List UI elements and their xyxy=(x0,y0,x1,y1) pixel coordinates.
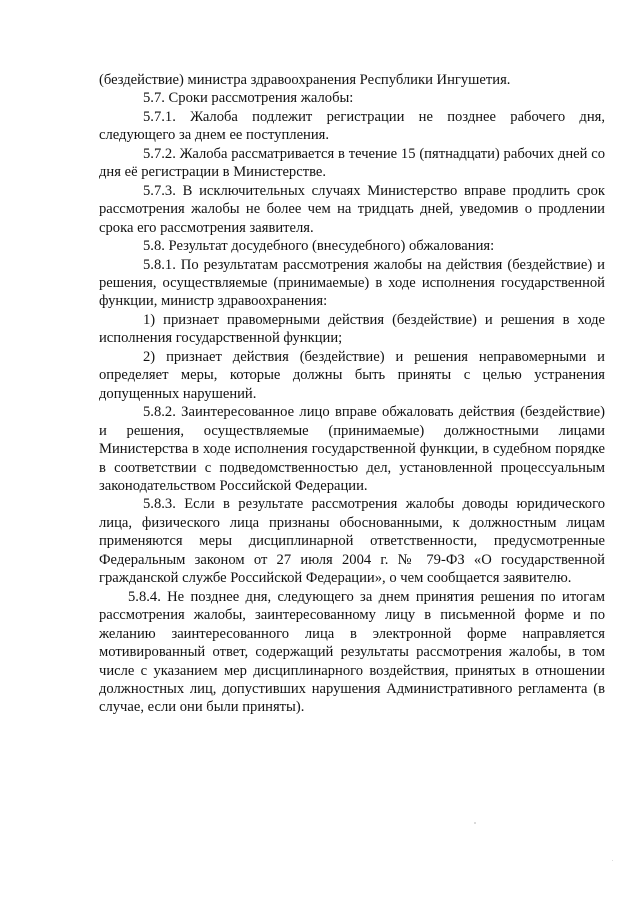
paragraph-5-7: 5.7. Сроки рассмотрения жалобы: xyxy=(143,90,354,107)
paragraph-continuation: (бездействие) министра здравоохранения Республики Ингушетия. xyxy=(99,72,511,88)
paragraph-5-8-3: 5.8.3. Если в результате рассмотрения жалобы доводы юридического лица, физического лица признаны обоснованными, к должностным лицам применяются меры дисциплинарной ответственности, предусмотренные Федеральным законом от 27 июля 2004 г. № 79-ФЗ «О государственной гражданской службе Российской Федерации», о чем сообщается заявителю. xyxy=(99,496,605,587)
paragraph-5-8-4: 5.8.4. Не позднее дня, следующего за днем принятия решения по итогам рассмотрения жалобы, заинтересованному лицу в письменной форме и по желанию заинтересованного лица в электронной форме направляется мотивированный ответ, содержащий результаты рассмотрения жалобы, в том числе с указанием мер дисциплинарного воздействия, принятых в отношении должностных лиц, допустивших нарушения Административного регламента (в случае, если они были приняты). xyxy=(99,588,605,716)
paragraph-5-7-3: 5.7.3. В исключительных случаях Министерство вправе продлить срок рассмотрения жалобы не более чем на тридцать дней, уведомив о продлении срока его рассмотрения заявителя. xyxy=(99,182,605,236)
paragraph-5-8-2: 5.8.2. Заинтересованное лицо вправе обжаловать действия (бездействие) и решения, осуществляемые (принимаемые) должностными лицами Министерства в ходе исполнения государственной функции, в судебном порядке в соответствии с подведомственностью дел, установленной процессуальным законодательством Российской Федерации. xyxy=(99,404,605,494)
scan-speck xyxy=(612,860,613,861)
document-body xyxy=(99,71,605,717)
scan-speck xyxy=(474,822,476,824)
paragraph-5-8-1-item-2: 2) признает действия (бездействие) и решения неправомерными и определяет меры, которые должны быть приняты с целью устранения допущенных нарушений. xyxy=(99,348,605,402)
paragraph-5-7-1: 5.7.1. Жалоба подлежит регистрации не позднее рабочего дня, следующего за днем ее поступления. xyxy=(99,108,605,144)
paragraph-5-7-2: 5.7.2. Жалоба рассматривается в течение 15 (пятнадцати) рабочих дней со дня её регистрации в Министерстве. xyxy=(99,145,605,181)
paragraph-5-8-1: 5.8.1. По результатам рассмотрения жалобы на действия (бездействие) и решения, осуществляемые (принимаемые) в ходе исполнения государственной функции, министр здравоохранения: xyxy=(99,256,605,310)
paragraph-5-8: 5.8. Результат досудебного (внесудебного) обжалования: xyxy=(143,238,495,255)
paragraph-5-8-1-item-1: 1) признает правомерными действия (бездействие) и решения в ходе исполнения государственной функции; xyxy=(99,311,605,347)
